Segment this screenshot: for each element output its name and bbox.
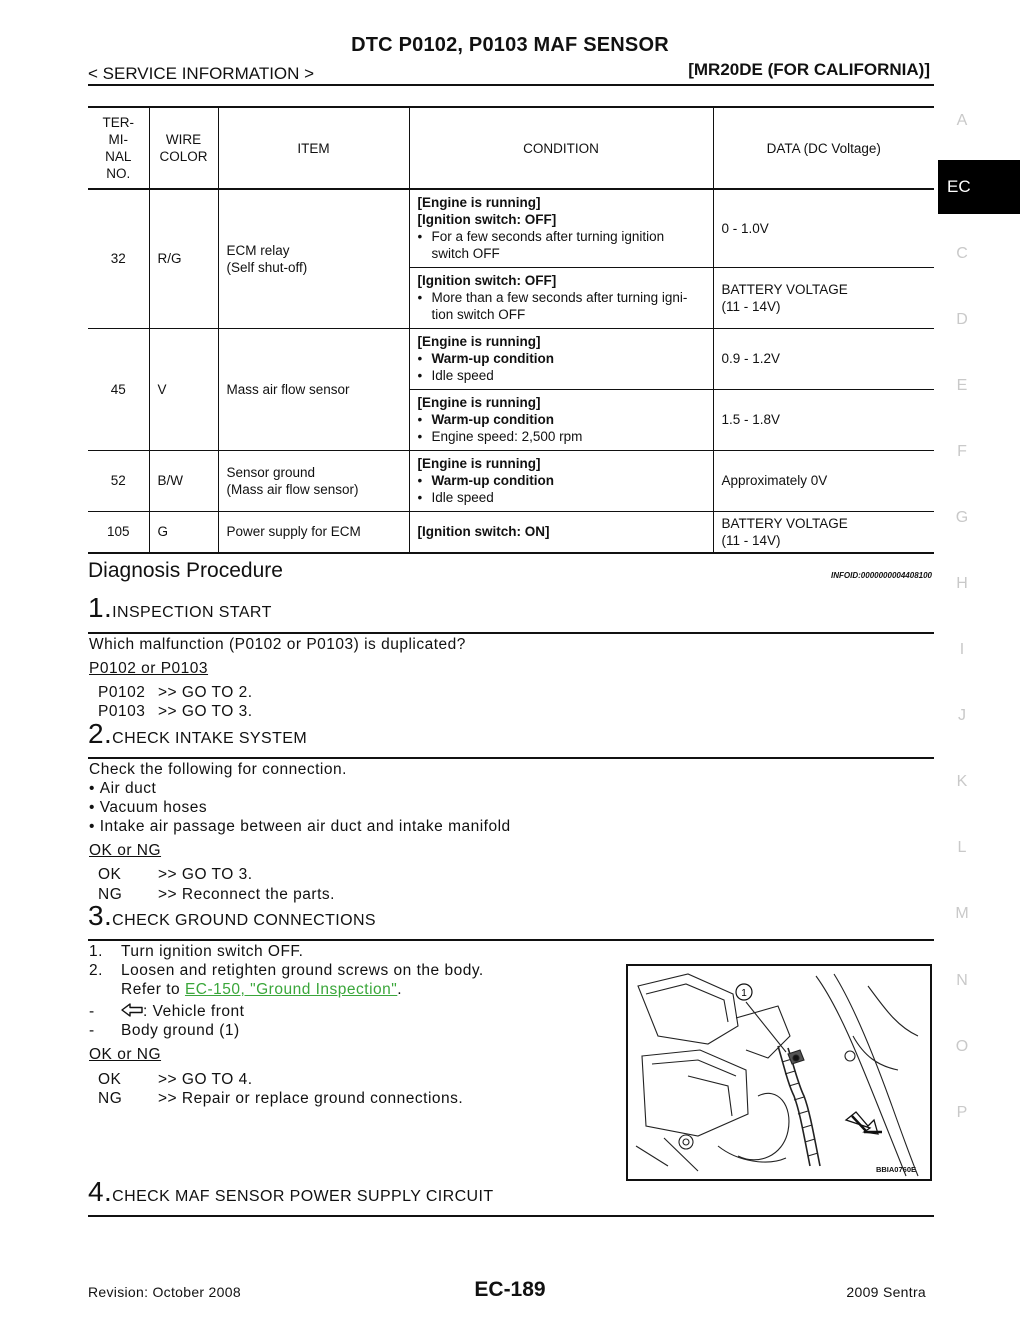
condition-cell: [Engine is running] • Warm-up condition • Engine speed: 2,500 rpm [409,389,713,450]
step-3-result-action: >> Repair or replace ground connections. [158,1090,464,1107]
list-item: • Intake air passage between air duct and intake manifold [89,818,511,835]
condition-cell: [Engine is running] • Warm-up condition • Idle speed [409,328,713,389]
step-3-item-text: Turn ignition switch OFF. [121,943,304,960]
side-index-f[interactable]: F [957,443,967,460]
step-1-options-label: P0102 or P0103 [89,660,209,677]
step-3-rule [88,939,934,941]
info-id: INFOID:0000000004408100 [831,571,932,580]
condition-cell: [Engine is running] • Warm-up condition • Idle speed [409,450,713,511]
side-index-k[interactable]: K [956,773,968,790]
condition-cell: [Ignition switch: ON] [409,511,713,553]
list-item: • Vacuum hoses [89,799,208,816]
condition-cell: [Ignition switch: OFF] • More than a few seconds after turning igni-tion switch OFF [409,267,713,328]
data-cell: 0.9 - 1.2V [713,328,934,389]
step-3-item-number: 1. [89,943,103,960]
footer-page-number: EC-189 [474,1278,546,1301]
condition-cell: [Engine is running] [Ignition switch: OFF] • For a few seconds after turning ignition switch OFF [409,189,713,267]
data-cell: BATTERY VOLTAGE (11 - 14V) [713,511,934,553]
step-1-result-key: P0103 [98,703,146,720]
table-row [88,450,934,511]
table-row [88,189,934,267]
step-3-item-number: 2. [89,962,103,979]
side-index-g[interactable]: G [955,509,969,526]
page-title: DTC P0102, P0103 MAF SENSOR [351,34,669,56]
step-4-heading: 4.CHECK MAF SENSOR POWER SUPPLY CIRCUIT [88,1176,494,1207]
side-index-i[interactable]: I [959,641,965,658]
step-3-result-key: OK [98,1071,122,1088]
table-header-row [88,107,934,189]
step-1-heading: 1.INSPECTION START [88,592,272,623]
step-1-result-action[interactable]: >> GO TO 3. [158,703,253,720]
side-index-a[interactable]: A [956,112,968,129]
data-cell: BATTERY VOLTAGE (11 - 14V) [713,267,934,328]
step-2-result-action: >> Reconnect the parts. [158,886,335,903]
vehicle-front-arrow-icon [846,1112,878,1134]
step-3-options-label: OK or NG [89,1046,162,1063]
step-2-heading: 2.CHECK INTAKE SYSTEM [88,718,308,749]
side-index-h[interactable]: H [956,575,968,592]
col-header-item: ITEM [218,107,409,189]
side-index-ec-active[interactable]: EC [938,160,1020,214]
step-2-result-key: NG [98,886,123,903]
header-rule [88,84,934,86]
section-label: < SERVICE INFORMATION > [88,64,315,83]
side-index-o[interactable]: O [955,1038,969,1055]
col-header-condition: CONDITION [409,107,713,189]
legend-dash: - [89,1022,95,1039]
diagnosis-procedure-heading: Diagnosis Procedure [88,559,283,582]
col-header-data: DATA (DC Voltage) [713,107,934,189]
step-2-intro: Check the following for connection. [89,761,347,778]
refer-line: Refer to EC-150, "Ground Inspection". [121,981,403,998]
step-4-rule [88,1215,934,1217]
engine-label: [MR20DE (FOR CALIFORNIA)] [688,60,930,79]
ground-location-figure [626,964,932,1181]
side-index-c[interactable]: C [956,245,968,262]
wire-color-cell: B/W [149,450,218,511]
legend-dash: - [89,1003,95,1020]
table-row [88,328,934,389]
wire-color-cell: R/G [149,189,218,328]
step-1-result-action[interactable]: >> GO TO 2. [158,684,253,701]
ground-inspection-link[interactable]: EC-150, "Ground Inspection" [184,981,398,998]
item-cell: Power supply for ECM [218,511,409,553]
side-index-m[interactable]: M [955,905,969,922]
terminal-cell: 105 [88,511,149,553]
terminal-cell: 32 [110,251,126,267]
table-row [88,511,934,553]
step-2-options-label: OK or NG [89,842,162,859]
legend-body-ground: Body ground (1) [121,1022,240,1039]
item-cell: ECM relay (Self shut-off) [218,189,409,328]
callout-number: 1 [741,988,747,999]
side-index-l[interactable]: L [957,839,967,856]
col-header-wire-color: WIRE COLOR [149,107,218,189]
side-index-p[interactable]: P [956,1104,968,1121]
step-1-result-key: P0102 [98,684,146,701]
col-header-terminal: TER- MI- NAL NO. [88,107,149,189]
data-cell: 1.5 - 1.8V [713,389,934,450]
item-cell: Mass air flow sensor [218,328,409,450]
step-1-rule [88,632,934,634]
engine-bay-illustration [628,966,930,1179]
legend-vehicle-front: : Vehicle front [121,1003,244,1021]
item-cell: Sensor ground (Mass air flow sensor) [218,450,409,511]
wire-color-cell: V [149,328,218,450]
footer-model: 2009 Sentra [846,1284,926,1300]
side-index-d[interactable]: D [956,311,968,328]
ecm-terminal-table [88,106,934,554]
side-index-j[interactable]: J [958,707,966,724]
figure-code: BBIA0760E [875,1165,916,1174]
list-item: • Air duct [89,780,157,797]
data-cell: 0 - 1.0V [713,189,934,267]
wire-color-cell: G [149,511,218,553]
side-index-n[interactable]: N [956,972,968,989]
step-3-heading: 3.CHECK GROUND CONNECTIONS [88,900,376,931]
step-1-question: Which malfunction (P0102 or P0103) is duplicated? [89,636,466,653]
step-2-result-action[interactable]: >> GO TO 3. [158,866,253,883]
footer-revision: Revision: October 2008 [88,1284,241,1300]
side-index-e[interactable]: E [956,377,968,394]
step-2-result-key: OK [98,866,122,883]
step-2-rule [88,757,934,759]
terminal-cell: 45 [88,328,149,450]
step-3-result-key: NG [98,1090,123,1107]
terminal-cell: 52 [88,450,149,511]
data-cell: Approximately 0V [713,450,934,511]
step-3-result-action[interactable]: >> GO TO 4. [158,1071,253,1088]
vehicle-front-arrow-icon [121,1003,143,1017]
step-3-item-text: Loosen and retighten ground screws on the body. [121,962,484,979]
